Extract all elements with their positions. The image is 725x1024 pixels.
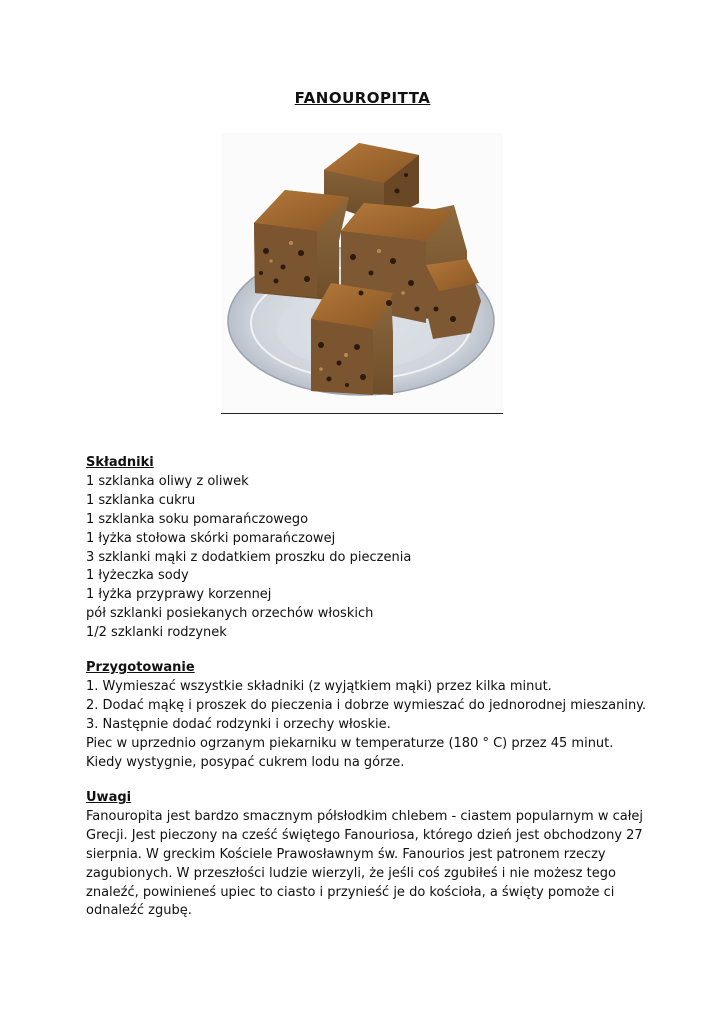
ingredient-item: 1 szklanka soku pomarańczowego (86, 511, 309, 527)
ingredient-item: pół szklanki posiekanych orzechów włoskich (86, 606, 374, 622)
preparation-step: 1. Wymieszać wszystkie składniki (z wyjątkiem mąki) przez kilka minut. (86, 678, 552, 694)
page-title: FANOUROPITTA (294, 89, 431, 107)
ingredient-item: 1 łyżeczka sody (86, 568, 189, 584)
notes-text: Fanouropita jest bardzo smacznym półsłodkim chlebem - ciastem popularnym w całej Grecji. Jest pieczony na cześć świętego Fanouriosa, którego dzień jest obchodzony 27 sierpnia. W greckim Kościele Prawosławnym św. Fanourios jest patronem rzeczy zagubionych. W przeszłości ludzie wierzyli, że jeśli coś zgubiłeś i nie możesz tego znaleźć, powinieneś upiec to ciasto i przynieść je do kościoła, a święty pomoże ci odnaleźć zgubę. (86, 808, 644, 919)
cake-illustration (221, 133, 503, 413)
ingredient-item: 1 szklanka oliwy z oliwek (86, 473, 249, 489)
ingredient-item: 1/2 szklanki rodzynek (86, 625, 227, 641)
notes-heading: Uwagi (86, 790, 132, 805)
ingredients-section (86, 454, 646, 643)
notes-section (86, 789, 646, 921)
preparation-step: 3. Następnie dodać rodzynki i orzechy włoskie. (86, 716, 391, 732)
cake-photo (221, 133, 503, 414)
ingredient-item: 1 łyżka stołowa skórki pomarańczowej (86, 530, 336, 546)
ingredient-item: 1 łyżka przyprawy korzennej (86, 587, 272, 603)
preparation-heading: Przygotowanie (86, 660, 195, 675)
ingredient-item: 1 szklanka cukru (86, 492, 196, 508)
ingredients-heading: Składniki (86, 455, 154, 470)
preparation-step: 2. Dodać mąkę i proszek do pieczenia i dobrze wymieszać do jednorodnej mieszaniny. (86, 697, 647, 713)
ingredient-item: 3 szklanki mąki z dodatkiem proszku do pieczenia (86, 549, 412, 565)
preparation-section (86, 659, 646, 772)
baking-instructions: Piec w uprzednio ogrzanym piekarniku w temperaturze (180 ° C) przez 45 minut. Kiedy wystygnie, posypać cukrem lodu na górze. (86, 735, 614, 770)
